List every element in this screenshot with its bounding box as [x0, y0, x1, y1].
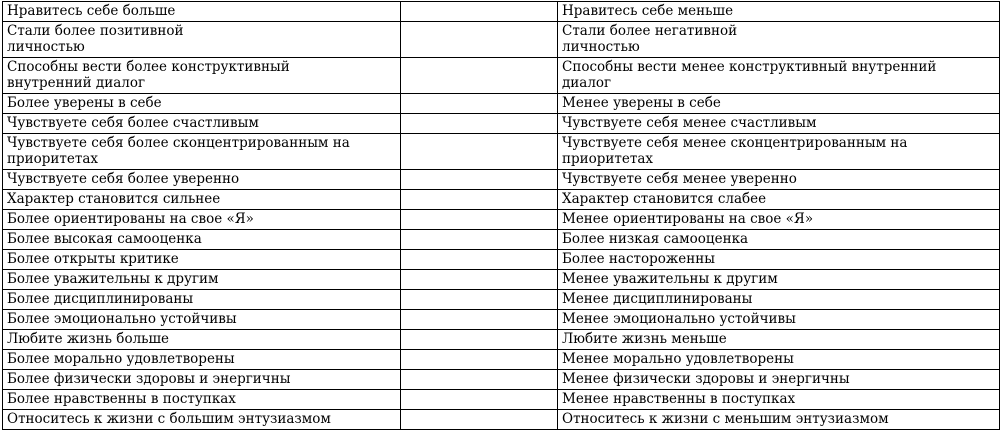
cell-less: Менее морально удовлетворены [558, 350, 1000, 370]
cell-empty [401, 114, 558, 134]
table-row [3, 94, 1000, 114]
table-row [3, 310, 1000, 330]
table-row [3, 114, 1000, 134]
cell-more: Более морально удовлетворены [3, 350, 401, 370]
table-row [3, 350, 1000, 370]
table-row [3, 270, 1000, 290]
cell-more: Нравитесь себе больше [3, 2, 401, 22]
cell-empty [401, 58, 558, 94]
cell-less: Менее ориентированы на свое «Я» [558, 210, 1000, 230]
table-row [3, 410, 1000, 430]
cell-more: Характер становится сильнее [3, 190, 401, 210]
cell-empty [401, 94, 558, 114]
cell-more: Более открыты критике [3, 250, 401, 270]
cell-less: Чувствуете себя менее счастливым [558, 114, 1000, 134]
cell-empty [401, 410, 558, 430]
cell-less: Характер становится слабее [558, 190, 1000, 210]
cell-more: Чувствуете себя более уверенно [3, 170, 401, 190]
table-row [3, 22, 1000, 58]
cell-empty [401, 370, 558, 390]
cell-less: Способны вести менее конструктивный внутренний диалог [558, 58, 1000, 94]
cell-more: Более уверены в себе [3, 94, 401, 114]
cell-less: Менее нравственны в поступках [558, 390, 1000, 410]
cell-more: Более высокая самооценка [3, 230, 401, 250]
table-row [3, 370, 1000, 390]
cell-empty [401, 210, 558, 230]
cell-less: Менее физически здоровы и энергичны [558, 370, 1000, 390]
cell-empty [401, 310, 558, 330]
cell-more: Более нравственны в поступках [3, 390, 401, 410]
cell-less: Чувствуете себя менее уверенно [558, 170, 1000, 190]
cell-empty [401, 390, 558, 410]
table-row [3, 190, 1000, 210]
cell-more: Относитесь к жизни с большим энтузиазмом [3, 410, 401, 430]
cell-less: Менее эмоционально устойчивы [558, 310, 1000, 330]
comparison-table [2, 1, 1000, 430]
cell-less: Чувствуете себя менее сконцентрированным на приоритетах [558, 134, 1000, 170]
cell-empty [401, 190, 558, 210]
cell-more: Способны вести более конструктивный внутренний диалог [3, 58, 401, 94]
table-row [3, 230, 1000, 250]
table-row [3, 58, 1000, 94]
cell-more: Любите жизнь больше [3, 330, 401, 350]
cell-more: Более физически здоровы и энергичны [3, 370, 401, 390]
table-row [3, 134, 1000, 170]
cell-less: Стали более негативной личностью [558, 22, 1000, 58]
cell-empty [401, 2, 558, 22]
table-row [3, 210, 1000, 230]
cell-empty [401, 170, 558, 190]
table-row [3, 170, 1000, 190]
cell-less: Менее дисциплинированы [558, 290, 1000, 310]
table-row [3, 390, 1000, 410]
cell-more: Более дисциплинированы [3, 290, 401, 310]
table-row [3, 290, 1000, 310]
cell-empty [401, 250, 558, 270]
table-row [3, 2, 1000, 22]
cell-empty [401, 350, 558, 370]
cell-empty [401, 134, 558, 170]
table-row [3, 330, 1000, 350]
cell-less: Более низкая самооценка [558, 230, 1000, 250]
comparison-table-body [3, 2, 1000, 430]
cell-empty [401, 270, 558, 290]
cell-less: Более настороженны [558, 250, 1000, 270]
cell-more: Более уважительны к другим [3, 270, 401, 290]
cell-less: Менее уважительны к другим [558, 270, 1000, 290]
cell-more: Стали более позитивной личностью [3, 22, 401, 58]
cell-less: Менее уверены в себе [558, 94, 1000, 114]
cell-empty [401, 22, 558, 58]
cell-empty [401, 230, 558, 250]
cell-more: Более эмоционально устойчивы [3, 310, 401, 330]
cell-less: Нравитесь себе меньше [558, 2, 1000, 22]
cell-more: Чувствуете себя более счастливым [3, 114, 401, 134]
table-row [3, 250, 1000, 270]
cell-more: Более ориентированы на свое «Я» [3, 210, 401, 230]
cell-less: Относитесь к жизни с меньшим энтузиазмом [558, 410, 1000, 430]
cell-empty [401, 290, 558, 310]
cell-more: Чувствуете себя более сконцентрированным на приоритетах [3, 134, 401, 170]
cell-empty [401, 330, 558, 350]
cell-less: Любите жизнь меньше [558, 330, 1000, 350]
